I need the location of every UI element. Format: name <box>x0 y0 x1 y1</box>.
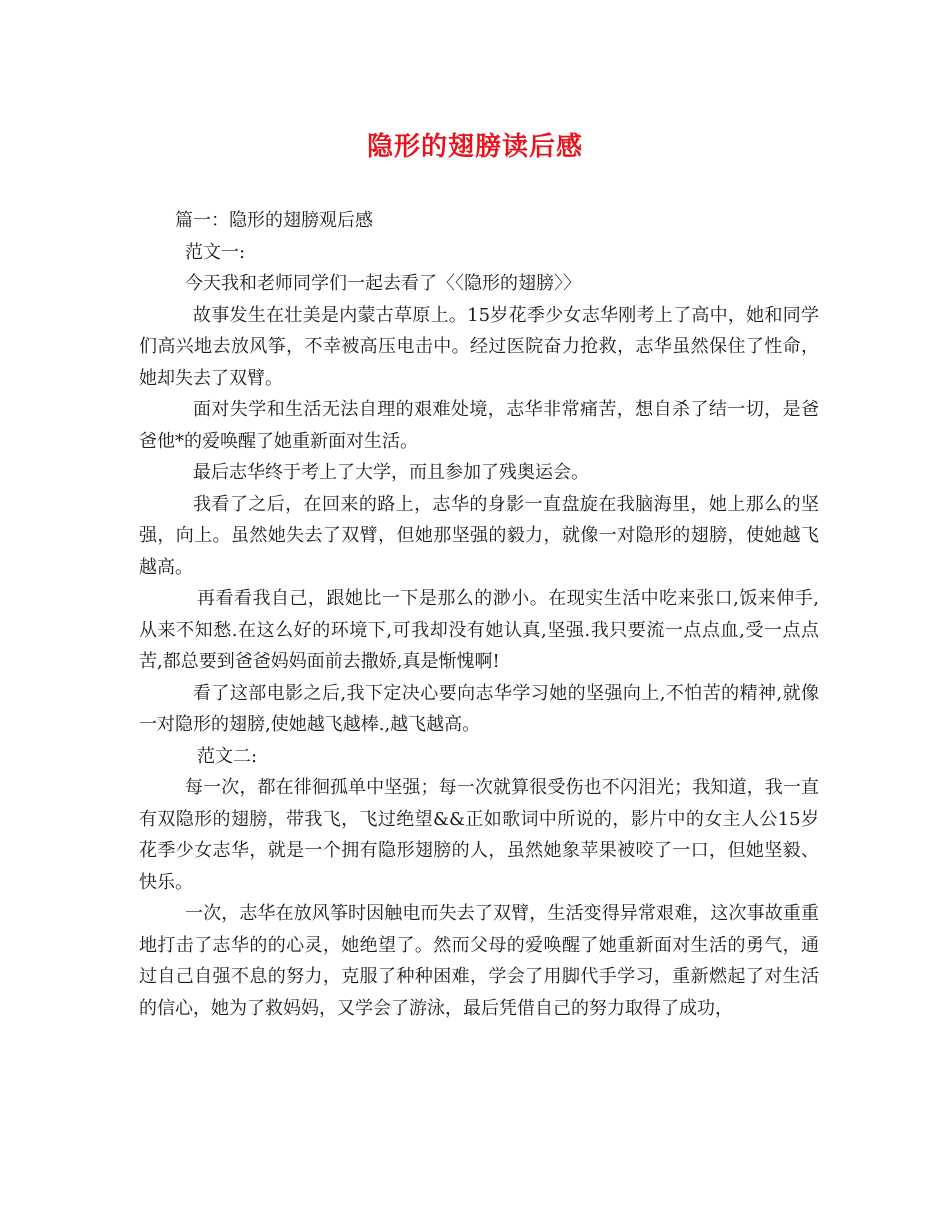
paragraph: 最后志华终于考上了大学，而且参加了残奥运会。 <box>193 462 589 483</box>
document-body <box>139 205 819 1024</box>
paragraph: 再看看我自己，跟她比一下是那么的渺小。在现实生活中吃来张口,饭来伸手,从来不知愁.在这么好的环境下,可我却没有她认真,坚强.我只要流一点点血,受一点点苦,都总要到爸爸妈妈面前去撒娇,真是惭愧啊! <box>139 588 819 672</box>
paragraph: 面对失学和生活无法自理的艰难处境，志华非常痛苦，想自杀了结一切，是爸爸他*的爱唤醒了她重新面对生活。 <box>139 399 819 452</box>
paragraph: 看了这部电影之后,我下定决心要向志华学习她的坚强向上,不怕苦的精神,就像一对隐形的翅膀,使她越飞越棒.,越飞越高。 <box>139 682 819 735</box>
section-heading: 篇一：隐形的翅膀观后感 <box>175 210 373 231</box>
subsection-label: 范文一: <box>185 241 246 263</box>
paragraph: 我看了之后，在回来的路上，志华的身影一直盘旋在我脑海里，她上那么的坚强，向上。虽然她失去了双臂，但她那坚强的毅力，就像一对隐形的翅膀，使她越飞越高。 <box>139 493 819 578</box>
paragraph: 一次，志华在放风筝时因触电而失去了双臂，生活变得异常艰难，这次事故重重地打击了志华的的心灵，她绝望了。然而父母的爱唤醒了她重新面对生活的勇气，通过自己自强不息的努力，克服了种种困难，学会了用脚代手学习，重新燃起了对生活的信心，她为了救妈妈，又学会了游泳，最后凭借自己的努力取得了成功， <box>139 903 819 1019</box>
subsection-label: 范文二: <box>197 745 258 767</box>
paragraph: 今天我和老师同学们一起去看了〈〈隐形的翅膀〉〉 <box>185 273 581 294</box>
paragraph: 故事发生在壮美是内蒙古草原上。15岁花季少女志华刚考上了高中，她和同学们高兴地去放风筝，不幸被高压电击中。经过医院奋力抢救，志华虽然保住了性命，她却失去了双臂。 <box>139 304 819 389</box>
paragraph: 每一次，都在徘徊孤单中坚强；每一次就算很受伤也不闪泪光；我知道，我一直有双隐形的翅膀，带我飞，飞过绝望&&正如歌词中所说的，影片中的女主人公15岁花季少女志华，就是一个拥有隐形翅膀的人，虽然她象苹果被咬了一口，但她坚毅、快乐。 <box>139 777 819 893</box>
document-title: 隐形的翅膀读后感 <box>366 132 583 162</box>
